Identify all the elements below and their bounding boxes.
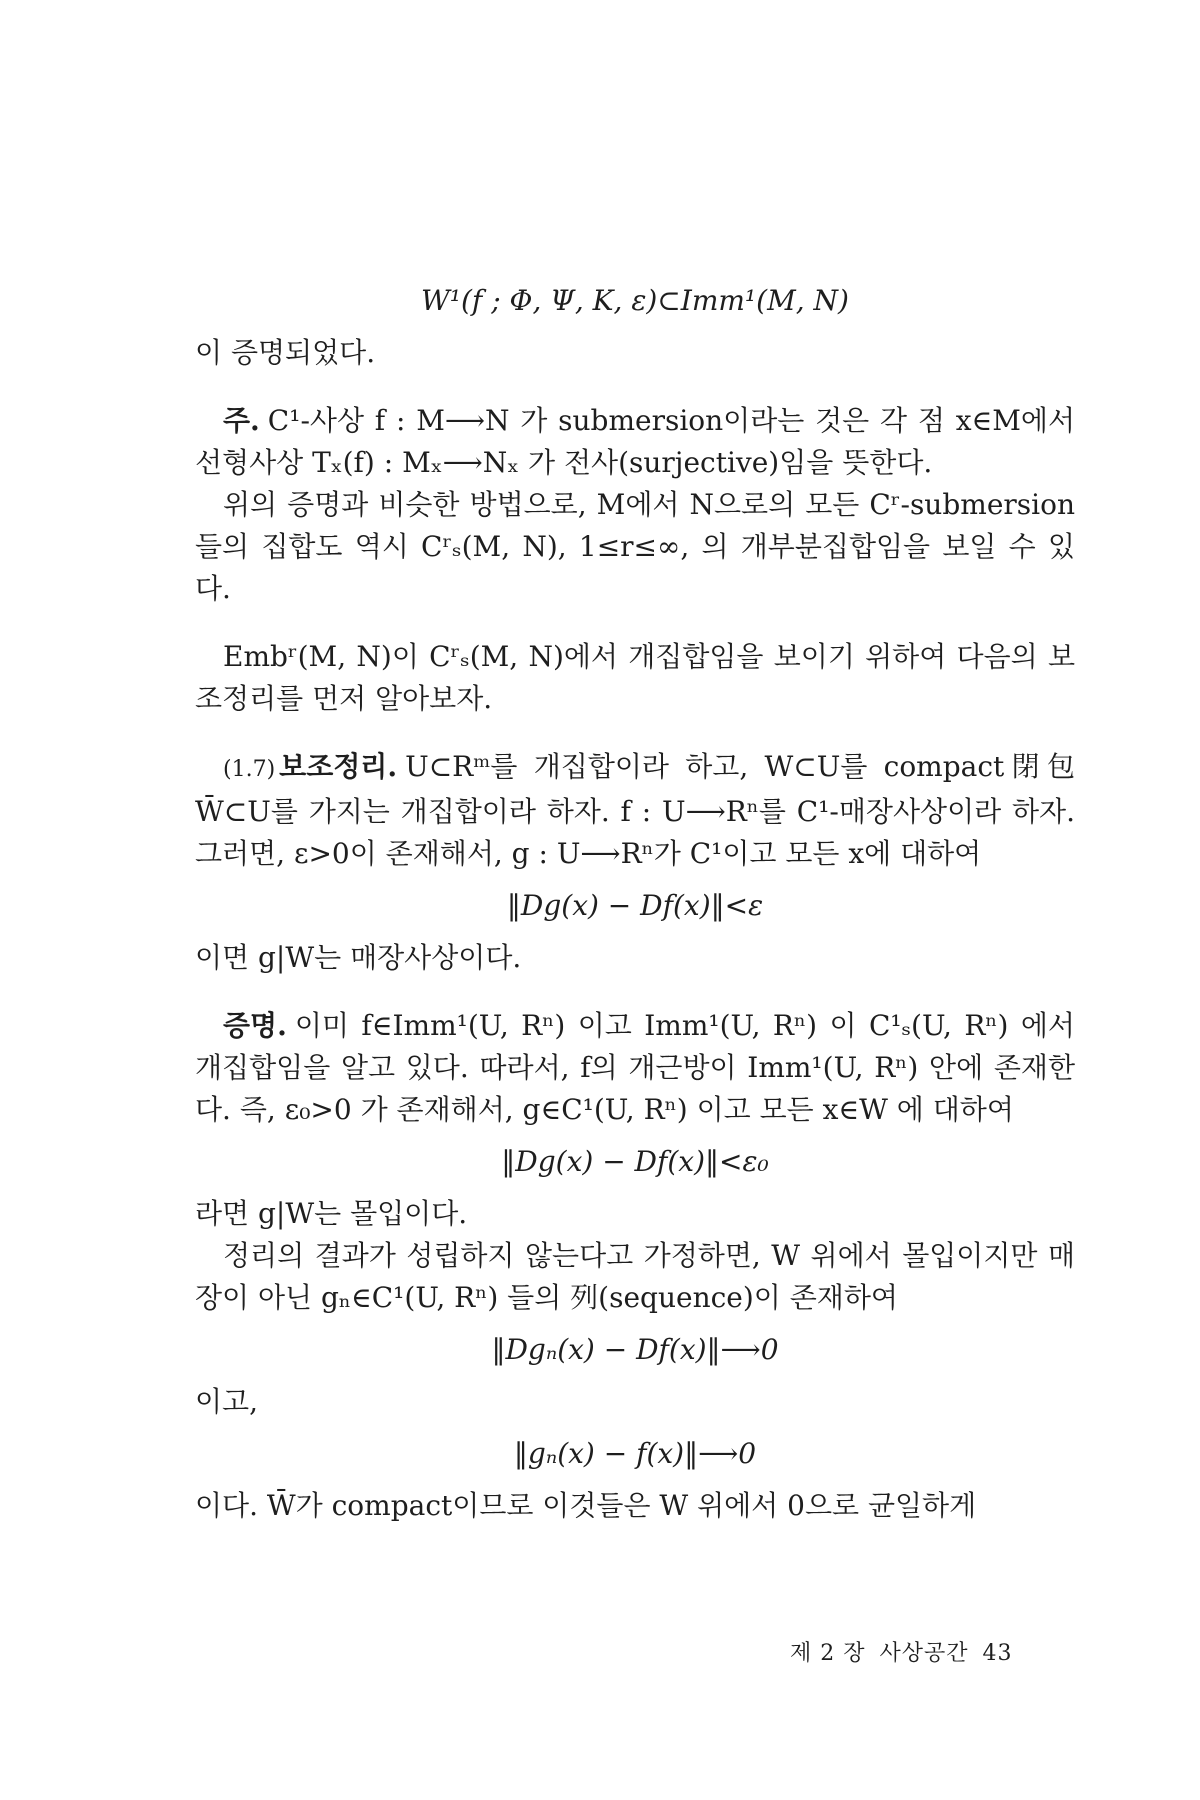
- proof-paragraph: [195, 1005, 1075, 1131]
- footer-chapter: 제 2 장: [790, 1641, 866, 1666]
- paragraph-assume-contrary: 정리의 결과가 성립하지 않는다고 가정하면, W 위에서 몰입이지만 매장이 아닌 gₙ∈C¹(U, Rⁿ) 들의 列(sequence)이 존재하여: [195, 1239, 1075, 1314]
- footer-title: 사상공간: [879, 1641, 969, 1666]
- paragraph-proved: 이 증명되었다.: [195, 336, 376, 369]
- proof-label: 증명.: [223, 1009, 287, 1042]
- paragraph-and: 이고,: [195, 1385, 258, 1418]
- remark-text: C¹-사상 f : M⟶N 가 submersion이라는 것은 각 점 x∈M에서 선형사상 Tₓ(f) : Mₓ⟶Nₓ 가 전사(surjective)임을 뜻한다.: [195, 404, 1075, 479]
- page-body: [195, 270, 1075, 1527]
- equation-imm-inclusion: W¹(f ; Φ, Ψ, K, ε)⊂Imm¹(M, N): [421, 284, 849, 317]
- remark-label: 주.: [223, 404, 260, 437]
- paragraph-embedding-conclusion: 이면 g|W는 매장사상이다.: [195, 941, 522, 974]
- page-number: 43: [982, 1641, 1013, 1666]
- equation-derivative-limit: ‖Dgₙ(x) − Df(x)‖⟶0: [491, 1333, 779, 1366]
- paragraph-emb-intro: Embʳ(M, N)이 Cʳₛ(M, N)에서 개집합임을 보이기 위하여 다음의 보조정리를 먼저 알아보자.: [195, 640, 1075, 715]
- lemma-paragraph: [195, 746, 1075, 875]
- paragraph-submersion-open: 위의 증명과 비슷한 방법으로, M에서 N으로의 모든 Cʳ-submersion들의 집합도 역시 Cʳₛ(M, N), 1≤r≤∞, 의 개부분집합임을 보일 수 있다.: [195, 488, 1075, 605]
- remark-paragraph: [195, 400, 1075, 484]
- paragraph-immersion: 라면 g|W는 몰입이다.: [195, 1197, 468, 1230]
- equation-derivative-epsilon: ‖Dg(x) − Df(x)‖<ε: [506, 889, 764, 922]
- equation-function-limit: ‖gₙ(x) − f(x)‖⟶0: [513, 1437, 757, 1470]
- proof-text: 이미 f∈Imm¹(U, Rⁿ) 이고 Imm¹(U, Rⁿ) 이 C¹ₛ(U, Rⁿ) 에서 개집합임을 알고 있다. 따라서, f의 개근방이 Imm¹(U, Rⁿ) 안에 존재한다. 즉, ε₀>0 가 존재해서, g∈C¹(U, Rⁿ) 이고 모든 x∈W 에 대하여: [195, 1009, 1075, 1126]
- lemma-label: 보조정리.: [279, 750, 398, 783]
- equation-derivative-epsilon0: ‖Dg(x) − Df(x)‖<ε₀: [501, 1145, 769, 1178]
- lemma-number: (1.7): [223, 757, 276, 782]
- running-footer: [790, 1636, 1013, 1667]
- paragraph-compact-uniform: 이다. W̄가 compact이므로 이것들은 W 위에서 0으로 균일하게: [195, 1489, 977, 1522]
- lemma-text: U⊂Rᵐ를 개집합이라 하고, W⊂U를 compact閉包 W̄⊂U를 가지는 개집합이라 하자. f : U⟶Rⁿ를 C¹-매장사상이라 하자. 그러면, ε>0이 존재해서, g : U⟶Rⁿ가 C¹이고 모든 x에 대하여: [195, 750, 1075, 870]
